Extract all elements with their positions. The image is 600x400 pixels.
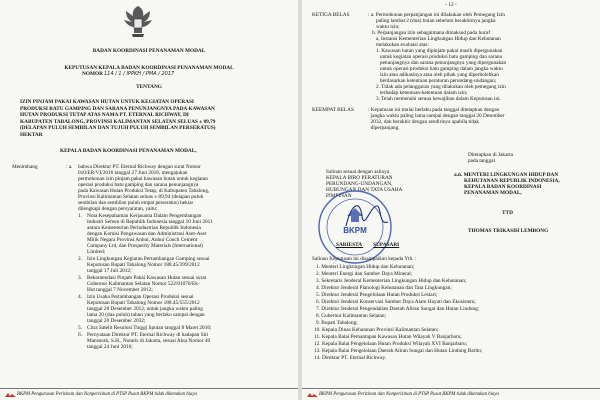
institution-name: BADAN KOORDINASI PENANAMAN MODAL bbox=[92, 48, 206, 54]
list-item: Keputusan Bupati Tabalong Nomor 188.45/555/2012 bbox=[87, 300, 200, 306]
page-number: - 12 - bbox=[445, 2, 457, 8]
list-item: dengan Komisi Pengawasan dan Administrasi Aset-Aset bbox=[87, 231, 207, 237]
text-line: HUBUNGAN DAN TATA USAHA bbox=[326, 187, 403, 193]
text-line: 2032, dan berakhir dengan sendirinya apabila tidak bbox=[368, 119, 480, 125]
text-line: berdasarkan ketentuan peraturan perundang-undangan; bbox=[368, 78, 497, 84]
text-line: KEPALA BIRO PERATURAN bbox=[326, 175, 393, 181]
copy-signer-name bbox=[336, 242, 399, 248]
garuda-emblem-icon bbox=[118, 2, 158, 42]
decree-number-handwritten: 114 / 1 / IPPKH / PMA / 2017 bbox=[104, 70, 175, 77]
text-line: waktu izin; bbox=[368, 24, 400, 30]
list-item: Citra Satelit Resolusi Tinggi liputan tanggal 8 Maret 2016; bbox=[87, 325, 212, 331]
decree-title: KEPUTUSAN KEPALA BADAN KOORDINASI PENANAMAN MODAL bbox=[64, 65, 234, 71]
list-item-number: 3. bbox=[78, 275, 82, 281]
list-item-number: 4. bbox=[78, 294, 82, 300]
document-page-right bbox=[302, 0, 600, 400]
text-line: izin atau adikasinya atau oleh pihak yang diperbolehkan bbox=[368, 72, 499, 78]
list-item: tanggal 20 Desember 2012, untuk jangka waktu paling bbox=[87, 306, 203, 312]
on-behalf-line: KEHUTANAN REPUBLIK INDONESIA, bbox=[464, 178, 560, 184]
text-line: a, Instansi Kementerian Lingkungan Hidup dan Kehutanan bbox=[368, 36, 501, 42]
list-item-number: 2. bbox=[78, 256, 82, 262]
list-item: Nota Kesepahaman Kerjasama Dalam Pengembangan bbox=[87, 213, 202, 219]
list-item: 14. Direktur PT. Eternal Richway. bbox=[314, 355, 387, 361]
text-line: bahwa Direktur PT. Eternal Richway dengan surat Nomor bbox=[78, 164, 201, 170]
list-item: lama 20 (dua puluh) tahun yang berlaku sampai dengan bbox=[87, 312, 205, 318]
text-line: b. Perpanjangan izin sebagaimana dimaksud pada huruf bbox=[368, 30, 491, 36]
set-date-label: pada tanggal bbox=[468, 158, 495, 164]
list-item: 5. Direktur Jenderal Pengelolaan Hutan Produksi Lestari; bbox=[316, 292, 438, 298]
text-line: : Keputusan ini mulai berlaku pada tanggal ditetapkan dengan bbox=[368, 107, 500, 113]
text-line: paling lambat 2 (dua) bulan sebelum berakhirnya jangka bbox=[368, 18, 496, 24]
on-behalf-title: a.n. MENTERI LINGKUNGAN HIDUP DAN bbox=[454, 172, 559, 178]
text-line: 2. Tidak ada pelanggaran yang dilakukan oleh pemegang izin bbox=[368, 84, 506, 90]
page-footer bbox=[0, 388, 298, 400]
list-item: Rekomendasi Pinjam Pakai Kawasan Hutan sesuai surat bbox=[87, 275, 207, 281]
text-line: untuk kegiatan operasi produksi batu gamping dan sarana bbox=[368, 54, 502, 60]
list-item: 7. Direktur Jenderal Pengendalian Daerah Aliran Sungai dan Hutan Lindung; bbox=[316, 306, 480, 312]
stamp-label: BKPM bbox=[343, 226, 367, 235]
head-label: KEPALA BADAN KOORDINASI PENANAMAN MODAL, bbox=[60, 148, 197, 154]
on-behalf-line: PENANAMAN MODAL, bbox=[464, 190, 522, 196]
text-line: 010/ER/VI/2016 tanggal 27 Juni 2016, mengajukan bbox=[78, 170, 188, 176]
list-item: 4. Direktur Jenderal Planologi Kehutanan dan Tata Lingkungan; bbox=[316, 285, 452, 291]
list-item: Keputusan Bupati Tabalong Nomor 188.45/399/2012 bbox=[87, 262, 200, 268]
page-footer bbox=[302, 388, 600, 400]
signatory-name: THOMAS TRIKASIH LEMBONG bbox=[468, 228, 549, 234]
considering-letter: : a. bbox=[66, 164, 73, 170]
text-line: : a. Permohonan perpanjangan ini dilakukan oleh Pemegang Izin bbox=[368, 12, 505, 18]
list-item: 11. Kepala Balai Pemantapan Kawasan Hutan Wilayah V Banjarbaru; bbox=[314, 334, 462, 340]
on-behalf-line: KEPALA BADAN KOORDINASI bbox=[464, 184, 542, 190]
about-label: TENTANG bbox=[136, 84, 162, 90]
list-item: 10. Kepala Dinas Kehutanan Provinsi Kalimantan Selatan; bbox=[314, 327, 439, 333]
text-line: pada Kawasan Hutan Produksi Tetap, di Kabupaten Tabalong, bbox=[78, 188, 210, 194]
text-line: Salinan sesuai dengan aslinya bbox=[326, 169, 390, 175]
bkpm-logo-icon bbox=[5, 392, 16, 398]
text-line: operasi produksi batu gamping dan sarana penunjangnya bbox=[78, 182, 199, 188]
subject-line: HUTAN PRODUKSI TETAP ATAS NAMA PT. ETERNAL RICHWAY, DI bbox=[20, 112, 189, 118]
text-line: melakukan evaluasi atas: bbox=[368, 42, 429, 48]
text-line: untuk operasi produksi batu gamping dalam jangka waktu bbox=[368, 66, 503, 72]
list-item: 1. Menteri Lingkungan Hidup dan Kehutanan; bbox=[316, 264, 415, 270]
footer-text: BKPM Pengurusan Perizinan dan Nonperizinan di PTSP Pusat BKPM tidak dikenakan biaya bbox=[319, 392, 499, 397]
signed-mark: TTD bbox=[502, 210, 513, 216]
subject-line: KABUPATEN TABALONG, PROVINSI KALIMANTAN SELATAN SELUAS ± 89,79 bbox=[20, 118, 216, 125]
list-item: Pernyataan Direktur PT. Eternal Richway di hadapan Siti bbox=[87, 332, 209, 338]
list-item: 3. Sekretaris Jenderal Kementerian Lingkungan Hidup dan Kehutanan; bbox=[316, 278, 467, 284]
list-item-number: 6. bbox=[78, 332, 82, 338]
list-item: 9. Bupati Tabalong; bbox=[316, 320, 358, 326]
text-line: terhadap ketentuan-ketentuan dalam izin; bbox=[368, 90, 468, 96]
list-item: 6. Direktur Jenderal Konservasi Sumber Daya Alam Hayati dan Ekosistem; bbox=[316, 299, 476, 305]
bkpm-logo-icon bbox=[307, 392, 318, 398]
text-line: Provinsi Kalimantan Selatan seluas ± 89,94 (delapan puluh bbox=[78, 194, 204, 200]
list-item: tanggal 20 Desember 2032; bbox=[87, 318, 146, 324]
list-item: 2. Menteri Energi dan Sumber Daya Mineral; bbox=[316, 271, 413, 277]
clause-label: KEEMPAT BELAS bbox=[312, 107, 354, 113]
clause-label: KETIGA BELAS bbox=[312, 12, 350, 18]
text-line: sembilan dan sembilan puluh empat perseratus) hektar bbox=[78, 200, 194, 206]
list-item-number: 1. bbox=[78, 213, 82, 219]
list-item: Limited; bbox=[87, 249, 106, 255]
subject-line: IZIN PINJAM PAKAI KAWASAN HUTAN UNTUK KEGIATAN OPERASI bbox=[20, 99, 194, 105]
considering-label: Menimbang bbox=[12, 164, 38, 170]
list-item: 8. Gubernur Kalimantan Selatan; bbox=[316, 313, 387, 319]
text-line: 3. Telah memenuhi semua kewajiban dalam Keputusan ini. bbox=[368, 96, 501, 102]
set-in-location: Ditetapkan di Jakarta bbox=[468, 152, 514, 158]
text-line: PERUNDANG-UNDANGAN, bbox=[326, 181, 393, 187]
subject-line: PRODUKSI BATU GAMPING DAN SARANA PENUNJANGNYA PADA KAWASAN bbox=[20, 105, 215, 112]
list-item-number: 5. bbox=[78, 325, 82, 331]
list-item: 13. Kepala Balai Pengelolaan Daerah Aliran Sungai dan Hutan Lindung Barito; bbox=[314, 348, 483, 354]
recipients-intro: Salinan Keputusan ini disampaikan kepada Yth. : bbox=[312, 256, 417, 262]
copy-signer-last: SUPASARI bbox=[373, 242, 400, 248]
text-line: penunjangnya dan sarana penunjangnya yang dipergunakan bbox=[368, 60, 507, 66]
list-item: Hut tanggal 7 November 2012; bbox=[87, 287, 153, 293]
text-line: 1. Kawasan hutan yang dipinjam pakai masih dipergunakan bbox=[368, 48, 503, 54]
subject-line: (DELAPAN PULUH SEMBILAN DAN TUJUH PULUH SEMBILAN PERSERATUS) bbox=[20, 125, 216, 131]
list-item: Gubernur Kalimantan Selatan Nomor 522/01070/Ek- bbox=[87, 281, 200, 287]
list-item: Company Ltd, dan Prosperity Materials (International) bbox=[87, 243, 203, 249]
list-item: tanggal 24 Juni 2016; bbox=[87, 344, 133, 350]
text-line: jangka waktu paling lama sampai dengan tanggal 20 Desember bbox=[368, 113, 505, 119]
text-line: permohonan izin pinjam pakai kawasan hutan untuk kegiatan bbox=[78, 176, 208, 182]
signature-mark-icon bbox=[342, 196, 392, 240]
list-item: tanggal 17 Juli 2012; bbox=[87, 268, 132, 274]
list-item: 12. Kepala Balai Pengelolaan Hutan Produksi Wilayah XVI Banjarbaru; bbox=[314, 341, 468, 347]
decree-number-prefix: NOMOR bbox=[82, 71, 103, 77]
text-line: PIMPINAN bbox=[326, 193, 352, 199]
list-item: Izin Lingkungan Kegiatan Pertambangan Gamping sesuai bbox=[87, 256, 210, 262]
copy-signer-first: SARIESTA bbox=[336, 242, 362, 248]
list-item: Milik Negara Provinsi Anhui, Anhui Conch Cement bbox=[87, 237, 198, 243]
document-page-left bbox=[0, 0, 298, 400]
text-line: dilengkapi dengan persyaratan, yaitu: bbox=[78, 206, 158, 212]
list-item: Izin Usaha Pertambangan Operasi Produksi sesuai bbox=[87, 294, 194, 300]
list-item: Mansurah, S.H., Notaris di Jakarta, sesuai Akta Nomor 40 bbox=[87, 338, 211, 344]
footer-text: BKPM Pengurusan Perizinan dan Nonperizinan di PTSP Pusat BKPM tidak dikenakan biaya bbox=[17, 392, 197, 397]
list-item: Industri Semen di Republik Indonesia tanggal 10 Juni 2011 bbox=[87, 219, 213, 225]
list-item: antara Kementerian Perindustrian Republik Indonesia bbox=[87, 225, 201, 231]
text-line: diperpanjang. bbox=[368, 125, 400, 131]
subject-line: HEKTAR bbox=[20, 131, 43, 138]
